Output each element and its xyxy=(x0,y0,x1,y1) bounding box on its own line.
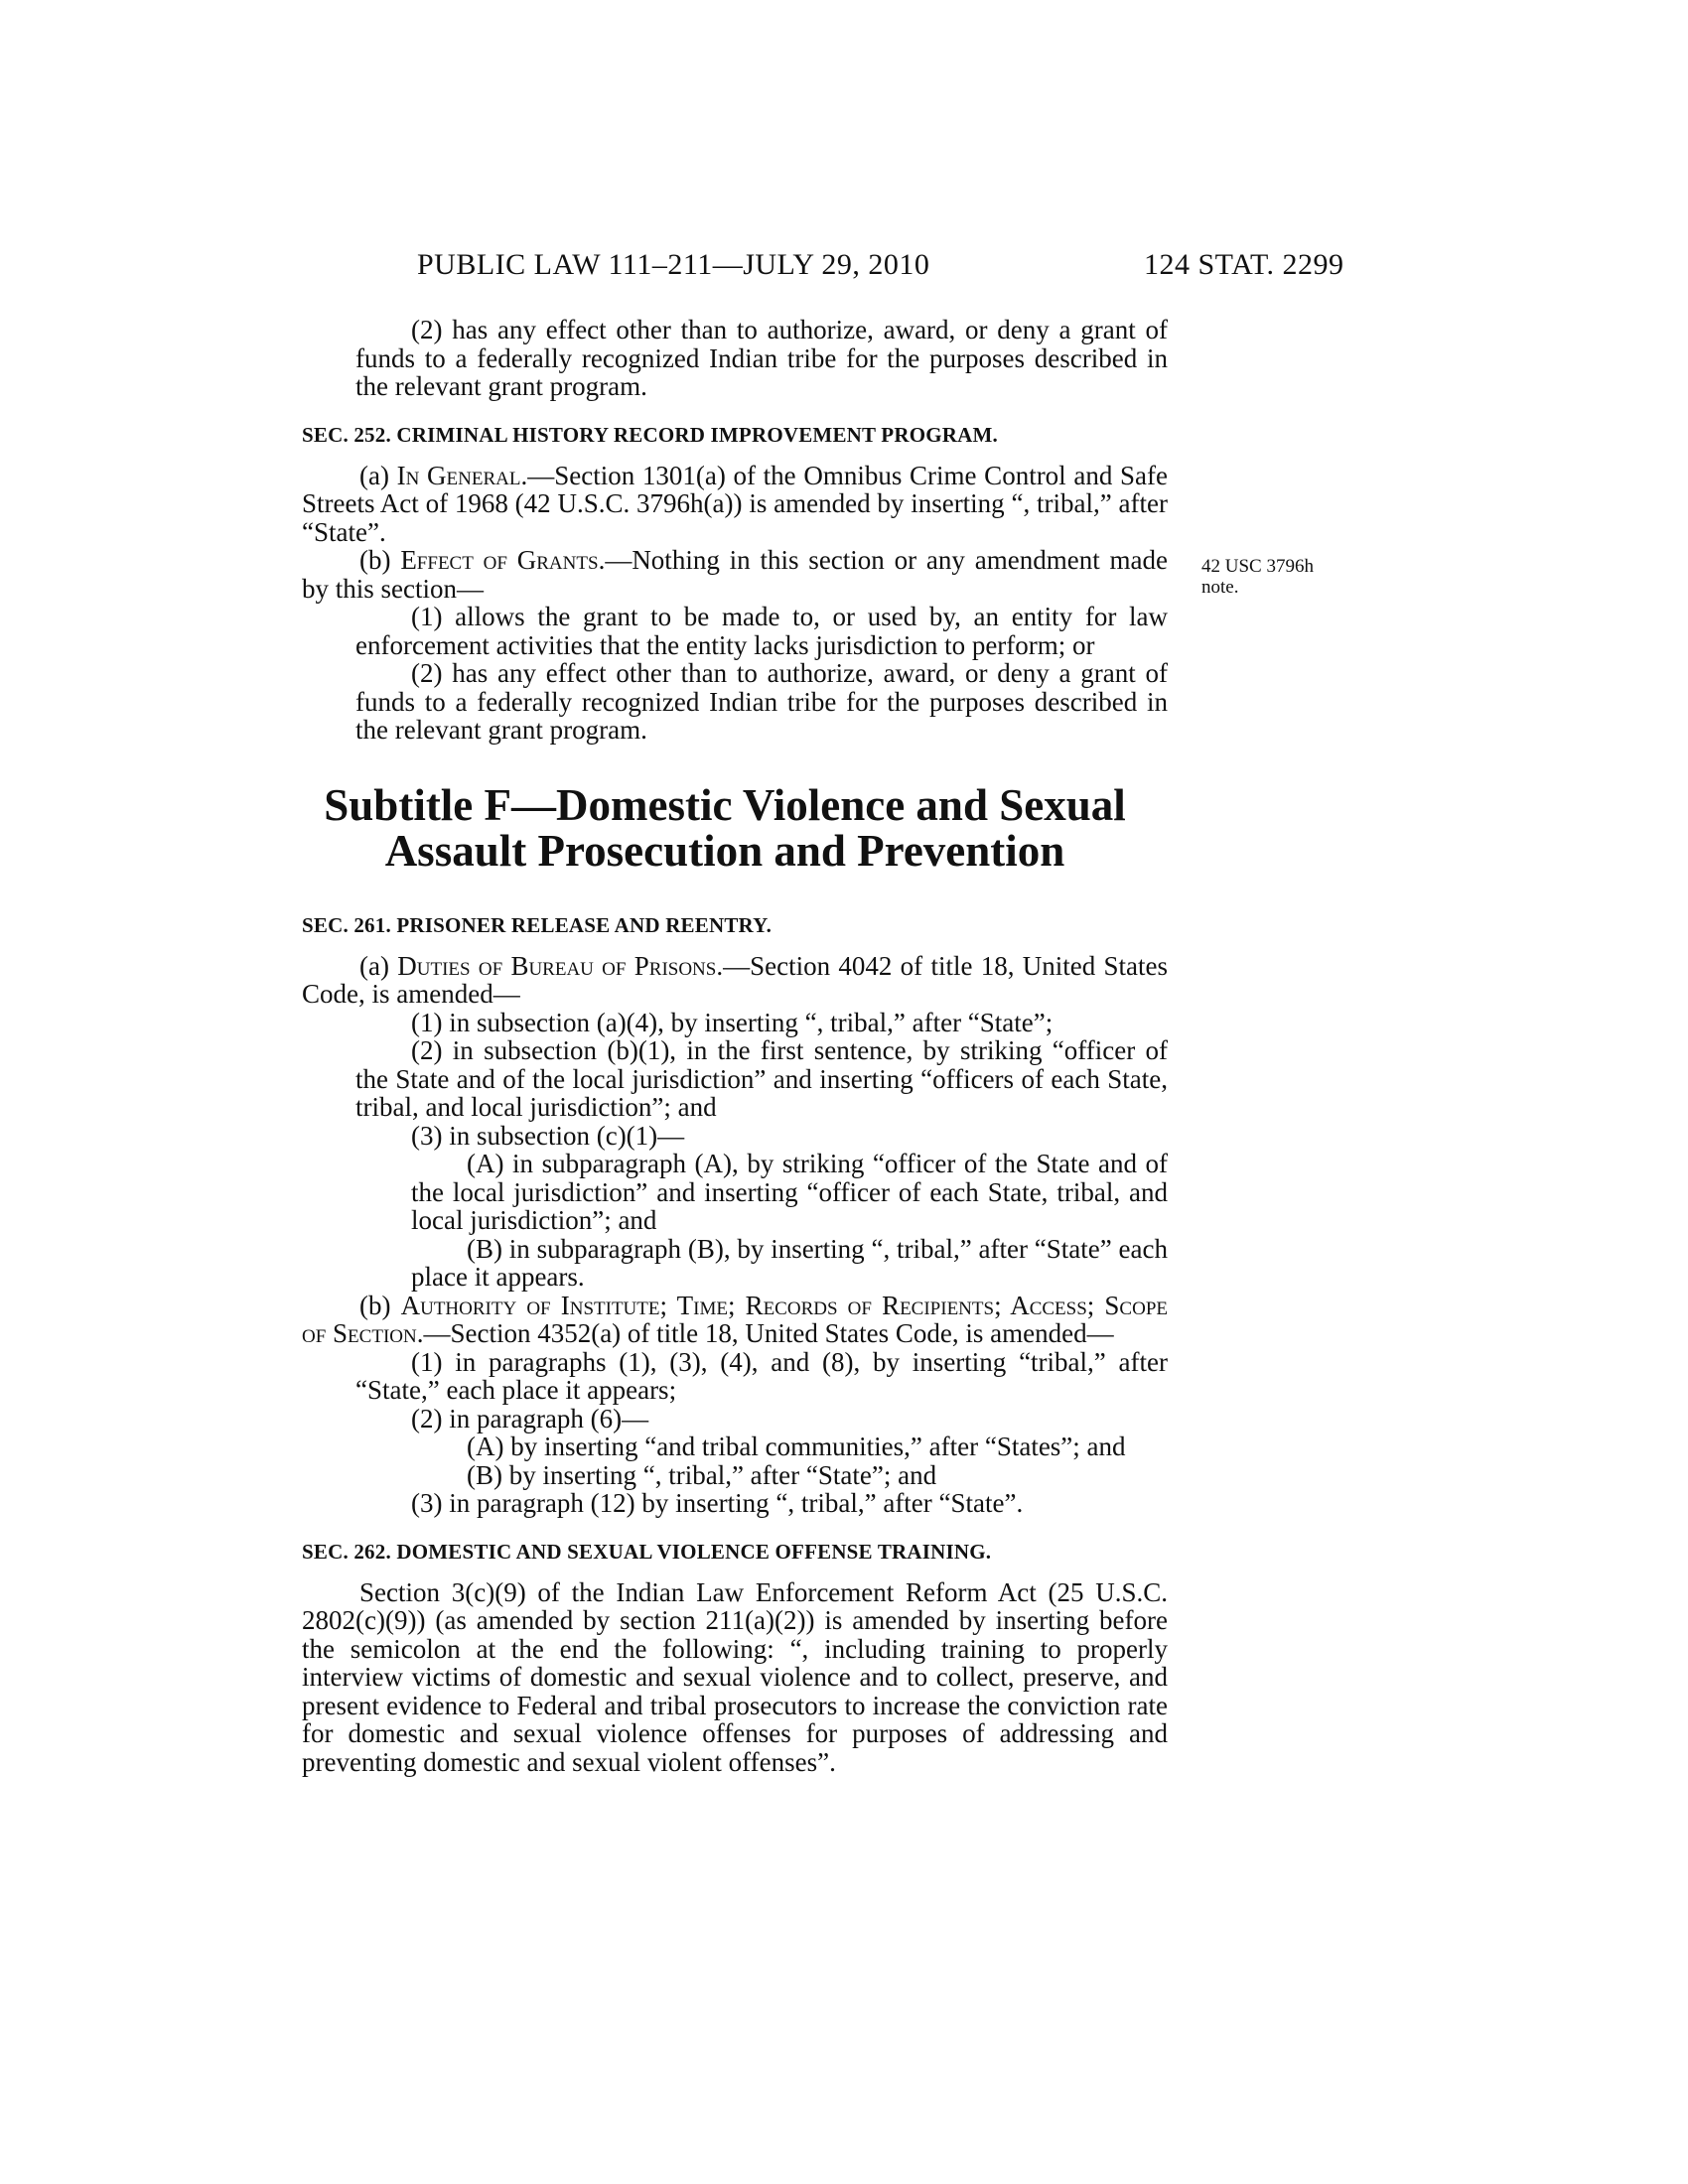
header-title: PUBLIC LAW 111–211—JULY 29, 2010 xyxy=(417,248,930,281)
margin-note xyxy=(1201,556,1360,598)
document-body xyxy=(302,316,1168,1776)
paragraph: (a) In General.—Section 1301(a) of the Omnibus Crime Control and Safe Streets Act of 1968 (42 U.S.C. 3796h(a)) is amended by inserting “, tribal,” after “State”. xyxy=(302,460,1168,547)
subsection-text: Section 4352(a) of title 18, United States Code, is amended— xyxy=(450,1318,1114,1348)
paragraph: (1) in subsection (a)(4), by inserting “, tribal,” after “State”; xyxy=(411,1007,1054,1037)
paragraph: (3) in paragraph (12) by inserting “, tribal,” after “State”. xyxy=(411,1488,1024,1518)
paragraph: (A) in subparagraph (A), by striking “officer of the State and of the local jurisdiction” and inserting “officer of each State, tribal, and local jurisdiction”; and xyxy=(411,1149,1168,1235)
paragraph: (1) allows the grant to be made to, or used by, an entity for law enforcement activities that the entity lacks jurisdiction to perform; or xyxy=(355,602,1168,660)
subsection-heading: In General xyxy=(396,460,521,490)
paragraph: (A) by inserting “and tribal communities,” after “States”; and xyxy=(467,1432,1126,1461)
subsection-text: Nothing in this section or any amendment made by this section— xyxy=(302,545,1168,604)
subsection-text: Section 4042 of title 18, United States Code, is amended— xyxy=(302,950,1169,1009)
margin-note-label: note. xyxy=(1201,577,1239,598)
paragraph: Section 3(c)(9) of the Indian Law Enforcement Reform Act (25 U.S.C. 2802(c)(9)) (as amended by section 211(a)(2)) is amended by inserting before the semicolon at the end the following: “, including training to properly interview victims of domestic and sexual violence and to collect, preserve, and present evidence to Federal and tribal prosecutors to increase the conviction rate for domestic and sexual violence offenses for purposes of addressing and preventing domestic and sexual violent offenses”. xyxy=(302,1576,1168,1777)
section-heading-252: SEC. 252. CRIMINAL HISTORY RECORD IMPROVEMENT PROGRAM. xyxy=(302,422,998,447)
header-stat-page: 124 STAT. 2299 xyxy=(1144,248,1344,281)
paragraph: (2) has any effect other than to authorize, award, or deny a grant of funds to a federally recognized Indian tribe for the purposes described in the relevant grant program. xyxy=(355,658,1168,745)
subtitle-line: Subtitle F—Domestic Violence and Sexual xyxy=(324,779,1126,830)
section-heading-261: SEC. 261. PRISONER RELEASE AND REENTRY. xyxy=(302,912,773,937)
page-header xyxy=(0,248,1688,288)
paragraph: (B) in subparagraph (B), by inserting “, tribal,” after “State” each place it appears. xyxy=(411,1233,1168,1292)
subsection-heading: Duties of Bureau of Prisons xyxy=(397,950,717,981)
margin-note-citation: 42 USC 3796h xyxy=(1201,556,1314,577)
subsection-heading: Authority of Institute; Time; Records of Recipients; Access; Scope of Section xyxy=(302,1290,1168,1348)
paragraph: (2) in subsection (b)(1), in the first sentence, by striking “officer of the State and of the local jurisdiction” and inserting “officers of each State, tribal, and local jurisdiction”; and xyxy=(355,1035,1168,1122)
subsection-heading: Effect of Grants xyxy=(400,545,599,575)
paragraph: (1) in paragraphs (1), (3), (4), and (8), by inserting “tribal,” after “State,” each place it appears; xyxy=(355,1346,1168,1405)
paragraph: (2) has any effect other than to authorize, award, or deny a grant of funds to a federally recognized Indian tribe for the purposes described in the relevant grant program. xyxy=(355,315,1168,401)
paragraph: (B) by inserting “, tribal,” after “State”; and xyxy=(467,1459,937,1490)
subtitle-line: Assault Prosecution and Prevention xyxy=(384,825,1065,876)
paragraph: (b) Authority of Institute; Time; Records of Recipients; Access; Scope of Section.—Section 4352(a) of title 18, United States Code, is amended— xyxy=(302,1290,1168,1348)
paragraph: (a) Duties of Bureau of Prisons.—Section 4042 of title 18, United States Code, is amended— xyxy=(302,950,1169,1009)
paragraph: (3) in subsection (c)(1)— xyxy=(411,1120,685,1151)
section-heading-262: SEC. 262. DOMESTIC AND SEXUAL VIOLENCE OFFENSE TRAINING. xyxy=(302,1539,992,1564)
paragraph: (2) in paragraph (6)— xyxy=(411,1403,649,1433)
subsection-text: Section 1301(a) of the Omnibus Crime Control and Safe Streets Act of 1968 (42 U.S.C. 3796h(a)) is amended by inserting “, tribal,” after “State”. xyxy=(302,460,1168,547)
subtitle-heading xyxy=(282,779,1168,876)
paragraph: (b) Effect of Grants.—Nothing in this section or any amendment made by this section— xyxy=(302,545,1168,604)
